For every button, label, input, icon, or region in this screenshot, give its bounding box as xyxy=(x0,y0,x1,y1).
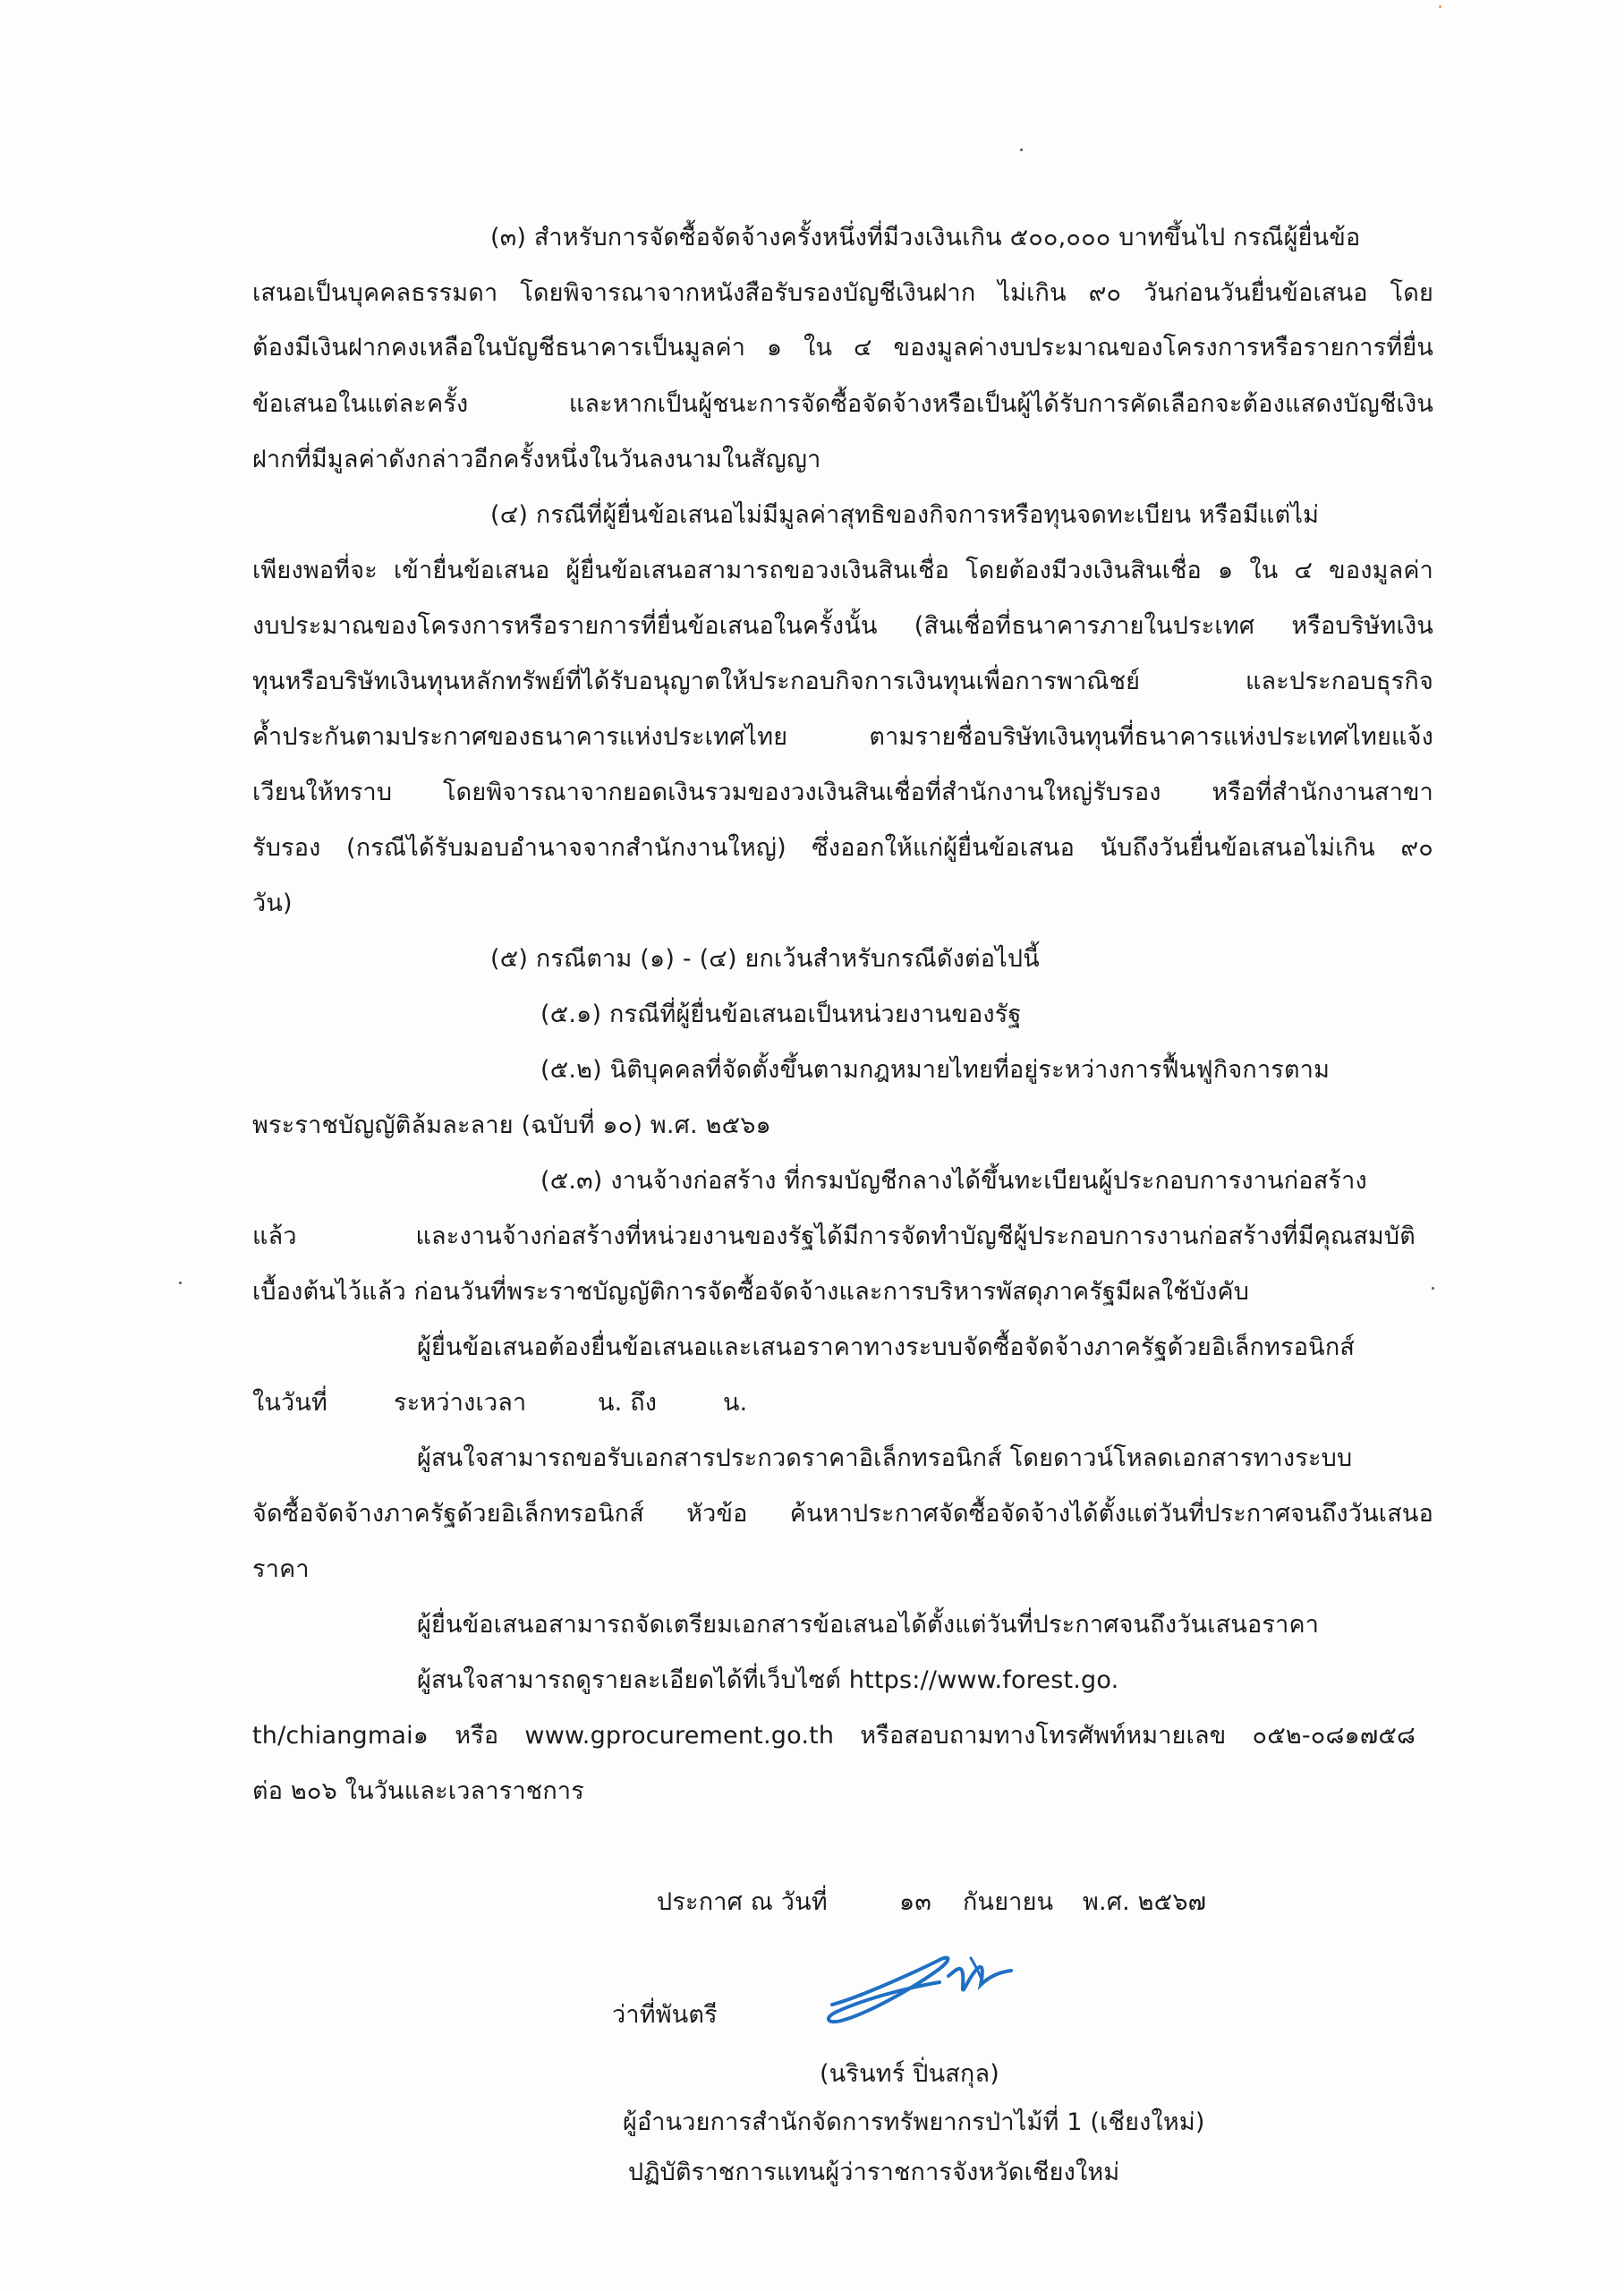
para3-line3: ต้องมีเงินฝากคงเหลือในบัญชีธนาคารเป็นมูลค่า ๑ ใน ๔ ของมูลค่างบประมาณของโครงการหรือรายการที่ยื่น xyxy=(252,334,1433,362)
signatory-acting: ปฏิบัติราชการแทนผู้ว่าราชการจังหวัดเชียงใหม่ xyxy=(628,2159,1120,2186)
para5-heading: (๕) กรณีตาม (๑) - (๔) ยกเว้นสำหรับกรณีดังต่อไปนี้ xyxy=(490,945,1040,973)
download-line3: ราคา xyxy=(252,1555,310,1583)
para4-line6: เวียนให้ทราบ โดยพิจารณาจากยอดเงินรวมของวงเงินสินเชื่อที่สำนักงานใหญ่รับรอง หรือที่สำนักงานสาขา xyxy=(252,779,1433,806)
submission-hour-2: น. xyxy=(723,1389,748,1417)
contact-line3: ต่อ ๒๐๖ ในวันและเวลาราชการ xyxy=(252,1777,584,1805)
scan-speck xyxy=(179,1282,182,1284)
item-5-2-line1: (๕.๒) นิติบุคคลที่จัดตั้งขึ้นตามกฎหมายไทยที่อยู่ระหว่างการฟื้นฟูกิจการตาม xyxy=(540,1056,1331,1084)
para3-line4: ข้อเสนอในแต่ละครั้ง และหากเป็นผู้ชนะการจัดซื้อจัดจ้างหรือเป็นผู้ได้รับการคัดเลือกจะต้องแสดงบัญชีเงิน xyxy=(252,390,1433,418)
scan-speck xyxy=(1020,149,1023,151)
para3-line2: เสนอเป็นบุคคลธรรมดา โดยพิจารณาจากหนังสือรับรองบัญชีเงินฝาก ไม่เกิน ๙๐ วันก่อนวันยื่นข้อเสนอ โดย xyxy=(252,279,1433,307)
item-5-3-line2: แล้ว และงานจ้างก่อสร้างที่หน่วยงานของรัฐได้มีการจัดทำบัญชีผู้ประกอบการงานก่อสร้างที่มีคุณสมบัติ xyxy=(252,1222,1416,1250)
scan-speck xyxy=(1432,1287,1434,1290)
handwritten-signature xyxy=(805,1933,1038,2031)
item-5-2-line2: พระราชบัญญัติล้มละลาย (ฉบับที่ ๑๐) พ.ศ. ๒๕๖๑ xyxy=(252,1111,771,1139)
para4-line2: เพียงพอที่จะ เข้ายื่นข้อเสนอ ผู้ยื่นข้อเสนอสามารถขอวงเงินสินเชื่อ โดยต้องมีวงเงินสินเชื่อ ๑ ใน ๔ ของมูลค่า xyxy=(252,557,1433,584)
submission-date-label: ในวันที่ xyxy=(252,1389,328,1417)
signatory-rank: ว่าที่พันตรี xyxy=(612,2001,718,2029)
announce-label: ประกาศ ณ วันที่ xyxy=(657,1888,828,1916)
item-5-3-line3: เบื้องต้นไว้แล้ว ก่อนวันที่พระราชบัญญัติการจัดซื้อจัดจ้างและการบริหารพัสดุภาครัฐมีผลใช้บังคับ xyxy=(252,1278,1250,1306)
submission-line1: ผู้ยื่นข้อเสนอต้องยื่นข้อเสนอและเสนอราคาทางระบบจัดซื้อจัดจ้างภาครัฐด้วยอิเล็กทรอนิกส์ xyxy=(417,1333,1356,1361)
contact-line1: ผู้สนใจสามารถดูรายละเอียดได้ที่เว็บไซต์ https://www.forest.go. xyxy=(417,1666,1119,1694)
para4-line7: รับรอง (กรณีได้รับมอบอำนาจจากสำนักงานใหญ่) ซึ่งออกให้แก่ผู้ยื่นข้อเสนอ นับถึงวันยื่นข้อเสนอไม่เกิน ๙๐ xyxy=(252,834,1433,862)
signatory-name: (นรินทร์ ปิ่นสกุล) xyxy=(820,2060,999,2088)
item-5-1: (๕.๑) กรณีที่ผู้ยื่นข้อเสนอเป็นหน่วยงานของรัฐ xyxy=(540,1001,1022,1028)
announce-month: กันยายน xyxy=(963,1888,1054,1916)
item-5-3-line1: (๕.๓) งานจ้างก่อสร้าง ที่กรมบัญชีกลางได้ขึ้นทะเบียนผู้ประกอบการงานก่อสร้าง xyxy=(540,1167,1367,1195)
prepare-line: ผู้ยื่นข้อเสนอสามารถจัดเตรียมเอกสารข้อเสนอได้ตั้งแต่วันที่ประกาศจนถึงวันเสนอราคา xyxy=(417,1611,1320,1639)
announce-year: พ.ศ. ๒๕๖๗ xyxy=(1083,1888,1207,1916)
para4-line4: ทุนหรือบริษัทเงินทุนหลักทรัพย์ที่ได้รับอนุญาตให้ประกอบกิจการเงินทุนเพื่อการพาณิชย์ และประกอบธุรกิจ xyxy=(252,668,1433,695)
para3-line5: ฝากที่มีมูลค่าดังกล่าวอีกครั้งหนึ่งในวันลงนามในสัญญา xyxy=(252,446,821,473)
para4-line1: (๔) กรณีที่ผู้ยื่นข้อเสนอไม่มีมูลค่าสุทธิของกิจการหรือทุนจดทะเบียน หรือมีแต่ไม่ xyxy=(490,501,1320,529)
download-line2: จัดซื้อจัดจ้างภาครัฐด้วยอิเล็กทรอนิกส์ หัวข้อ ค้นหาประกาศจัดซื้อจัดจ้างได้ตั้งแต่วันที่ประกาศจนถึงวันเสนอ xyxy=(252,1500,1433,1528)
contact-line2: th/chiangmai๑ หรือ www.gprocurement.go.th หรือสอบถามทางโทรศัพท์หมายเลข ๐๕๒-๐๘๑๗๕๘ xyxy=(252,1722,1416,1750)
download-line1: ผู้สนใจสามารถขอรับเอกสารประกวดราคาอิเล็กทรอนิกส์ โดยดาวน์โหลดเอกสารทางระบบ xyxy=(417,1444,1353,1472)
para4-line8: วัน) xyxy=(252,890,293,917)
para3-line1: (๓) สำหรับการจัดซื้อจัดจ้างครั้งหนึ่งที่มีวงเงินเกิน ๕๐๐,๐๐๐ บาทขึ้นไป กรณีผู้ยื่นข้อ xyxy=(490,224,1361,251)
submission-time-label: ระหว่างเวลา xyxy=(394,1389,527,1417)
submission-hour-1: น. ถึง xyxy=(598,1389,658,1417)
scan-speck xyxy=(1439,5,1441,8)
para4-line5: ค้ำประกันตามประกาศของธนาคารแห่งประเทศไทย ตามรายชื่อบริษัทเงินทุนที่ธนาคารแห่งประเทศไทยแจ้ง xyxy=(252,723,1433,751)
signatory-position: ผู้อำนวยการสำนักจัดการทรัพยากรป่าไม้ที่ 1 (เชียงใหม่) xyxy=(623,2108,1205,2136)
announce-day: ๑๓ xyxy=(899,1888,931,1916)
para4-line3: งบประมาณของโครงการหรือรายการที่ยื่นข้อเสนอในครั้งนั้น (สินเชื่อที่ธนาคารภายในประเทศ หรือบริษัทเงิน xyxy=(252,612,1433,640)
